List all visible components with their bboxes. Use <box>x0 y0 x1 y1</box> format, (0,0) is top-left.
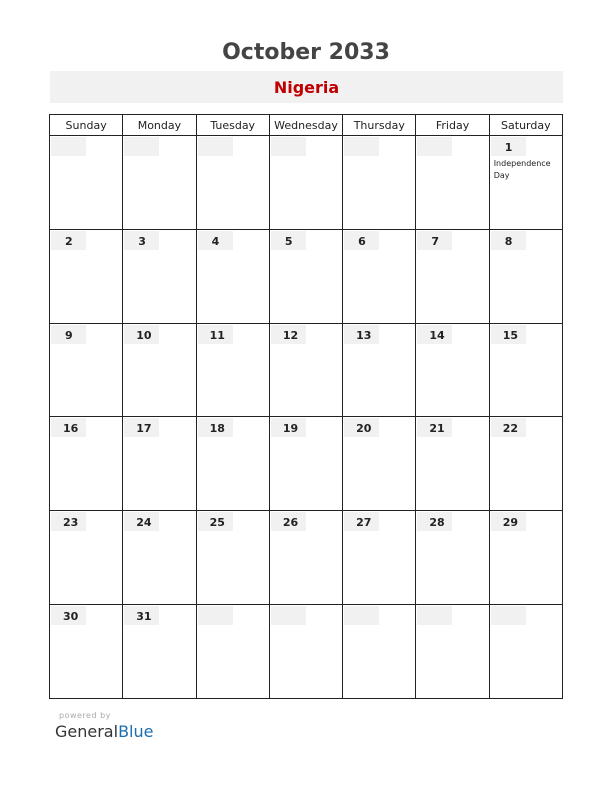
day-number: 20 <box>356 422 372 436</box>
day-number: 27 <box>356 516 372 530</box>
day-cell <box>489 136 562 230</box>
calendar-title: October 2033 <box>222 40 390 65</box>
weekday-header: Tuesday <box>196 115 269 136</box>
day-number-box <box>198 325 233 344</box>
day-number-box <box>491 418 526 437</box>
day-number: 18 <box>209 422 225 436</box>
day-number: 25 <box>209 516 225 530</box>
day-number-box <box>344 606 379 625</box>
day-cell <box>196 229 269 323</box>
day-cell <box>416 605 489 699</box>
day-cell <box>123 136 196 230</box>
weekday-header: Friday <box>416 115 489 136</box>
day-number-box <box>51 325 86 344</box>
country-banner <box>50 71 563 103</box>
day-number: 2 <box>65 234 73 248</box>
brand-general-text: General <box>55 722 119 741</box>
day-number-box <box>198 512 233 531</box>
day-number: 28 <box>429 516 445 530</box>
day-cell <box>269 605 342 699</box>
weekday-header: Saturday <box>489 115 562 136</box>
day-cell <box>50 229 123 323</box>
day-cell <box>489 605 562 699</box>
day-cell <box>416 229 489 323</box>
day-cell <box>343 136 416 230</box>
day-number-box <box>198 137 233 156</box>
day-cell <box>50 136 123 230</box>
day-number: 16 <box>63 422 79 436</box>
day-cell <box>489 417 562 511</box>
day-number: 9 <box>65 328 73 342</box>
day-number-box <box>271 606 306 625</box>
day-number: 13 <box>356 328 372 342</box>
day-cell <box>50 323 123 417</box>
country-name: Nigeria <box>273 78 340 97</box>
day-number-box <box>417 606 452 625</box>
day-number-box <box>344 418 379 437</box>
day-number-box <box>491 231 526 250</box>
day-cell <box>343 605 416 699</box>
day-number: 22 <box>502 422 518 436</box>
day-number-box <box>271 512 306 531</box>
day-number: 26 <box>282 516 299 530</box>
weekday-header: Thursday <box>343 115 416 136</box>
day-number-box <box>271 325 306 344</box>
day-cell <box>269 229 342 323</box>
day-number-box <box>417 418 452 437</box>
week-row <box>50 229 563 323</box>
day-number-box <box>124 137 159 156</box>
day-number: 23 <box>63 516 79 530</box>
day-cell <box>269 136 342 230</box>
day-cell <box>123 323 196 417</box>
day-number-box <box>491 512 526 531</box>
day-cell <box>416 323 489 417</box>
powered-by-label: powered by <box>59 711 111 720</box>
day-cell <box>269 417 342 511</box>
day-cell <box>269 323 342 417</box>
day-number-box <box>344 325 379 344</box>
day-cell <box>196 511 269 605</box>
day-number-box <box>198 231 233 250</box>
day-number-box <box>344 512 379 531</box>
day-number-box <box>198 606 233 625</box>
week-row <box>50 136 563 230</box>
day-number: 12 <box>282 328 299 342</box>
day-number-box <box>417 137 452 156</box>
weekday-header: Monday <box>123 115 196 136</box>
weekday-header: Sunday <box>50 115 123 136</box>
day-number-box <box>51 231 86 250</box>
day-number: 7 <box>431 234 440 248</box>
day-cell <box>196 323 269 417</box>
week-row <box>50 605 563 699</box>
day-number-box <box>124 325 159 344</box>
day-number-box <box>51 418 86 437</box>
day-cell <box>416 136 489 230</box>
day-number-box <box>491 606 526 625</box>
day-number-box <box>124 606 159 625</box>
day-number: 10 <box>136 328 152 342</box>
day-number: 4 <box>211 234 220 248</box>
day-cell <box>489 229 562 323</box>
day-number: 19 <box>282 422 299 436</box>
day-cell <box>123 605 196 699</box>
week-row <box>50 417 563 511</box>
generalblue-logo[interactable] <box>55 722 153 741</box>
day-number-box <box>491 137 526 156</box>
day-number: 1 <box>504 141 513 154</box>
day-number: 3 <box>138 234 146 248</box>
week-row <box>50 323 563 417</box>
day-cell <box>196 136 269 230</box>
day-number-box <box>271 418 306 437</box>
day-number: 6 <box>358 234 366 248</box>
day-number-box <box>417 231 452 250</box>
day-number: 15 <box>502 328 518 342</box>
day-cell <box>50 511 123 605</box>
day-number: 29 <box>502 516 518 530</box>
day-cell <box>123 417 196 511</box>
day-cell <box>343 229 416 323</box>
day-number-box <box>198 418 233 437</box>
day-number-box <box>51 512 86 531</box>
week-row <box>50 511 563 605</box>
day-cell <box>50 417 123 511</box>
day-cell <box>343 417 416 511</box>
day-cell <box>343 511 416 605</box>
day-cell <box>196 605 269 699</box>
day-cell <box>50 605 123 699</box>
day-number-box <box>124 512 159 531</box>
day-number-box <box>344 137 379 156</box>
calendar-grid <box>49 114 563 699</box>
day-cell <box>123 511 196 605</box>
day-number-box <box>124 231 159 250</box>
day-number: 21 <box>429 422 445 436</box>
day-cell <box>489 323 562 417</box>
day-number: 31 <box>136 610 152 624</box>
day-number-box <box>124 418 159 437</box>
day-number: 17 <box>136 422 152 436</box>
day-cell <box>269 511 342 605</box>
day-number-box <box>271 231 306 250</box>
day-number-box <box>417 325 452 344</box>
weekday-header: Wednesday <box>269 115 342 136</box>
day-number: 14 <box>429 328 445 342</box>
day-cell <box>343 323 416 417</box>
weekday-header-row <box>50 115 563 136</box>
day-number-box <box>344 231 379 250</box>
day-number: 24 <box>136 516 152 530</box>
day-cell <box>416 417 489 511</box>
day-number-box <box>51 606 86 625</box>
day-number: 8 <box>504 234 513 248</box>
brand-blue-text: Blue <box>118 722 154 741</box>
day-number-box <box>271 137 306 156</box>
day-cell <box>123 229 196 323</box>
day-number-box <box>417 512 452 531</box>
day-cell <box>416 511 489 605</box>
holiday-label: Independence Day <box>493 159 551 180</box>
day-number-box <box>51 137 86 156</box>
day-number: 30 <box>63 610 79 624</box>
day-cell <box>196 417 269 511</box>
day-number-box <box>491 325 526 344</box>
day-number: 5 <box>284 234 293 248</box>
day-cell <box>489 511 562 605</box>
day-number: 11 <box>209 328 225 342</box>
